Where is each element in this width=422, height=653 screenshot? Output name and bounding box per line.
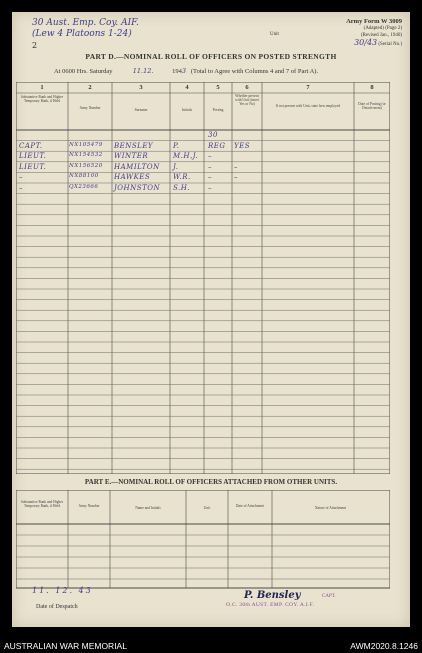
roll-year-hand: 3 <box>181 67 187 75</box>
row-3-present: – <box>234 162 238 171</box>
roll-year-prefix: 194 <box>172 68 182 75</box>
row-1-surname: BENSLEY <box>114 141 154 150</box>
col-head-rank: Substantive Rank and Higher Temporary Rank, if Held <box>20 95 64 104</box>
row-2-number: NX154532 <box>69 152 103 159</box>
e-head-unit: Unit <box>203 506 211 510</box>
row-2-posting: – <box>208 152 212 161</box>
row-1-present: YES <box>234 141 251 150</box>
roll-date: 11.12. <box>132 67 154 75</box>
roll-date-line <box>54 67 318 75</box>
form-revised: (Revised Jan., 1940) <box>360 33 402 38</box>
col-num-6: 6 <box>245 84 249 91</box>
col-num-2: 2 <box>88 84 92 91</box>
col-num-8: 8 <box>370 84 374 91</box>
roll-total-note: (Total to Agree with Columns 4 and 7 of Part A). <box>190 68 319 75</box>
part-e-table <box>16 490 390 598</box>
unit-label: Unit <box>270 32 279 37</box>
form-page-ref: (Page 2) <box>385 26 402 31</box>
row-5-surname: JOHNSTON <box>114 184 161 192</box>
col-num-1: 1 <box>40 84 44 91</box>
col-num-4: 4 <box>185 84 189 91</box>
e-head-date: Date of Attachment <box>235 504 265 508</box>
document-page <box>12 12 410 627</box>
e-head-rank: Substantive Rank and Higher Temporary Rank, if Held <box>20 500 64 509</box>
row-5-posting: – <box>208 184 212 192</box>
unit-stamp: O.C. 30th AUST. EMP. COY. A.I.F. <box>226 602 315 608</box>
unit-mark: 2 <box>32 41 38 50</box>
army-form-block <box>316 18 402 48</box>
col-head-posting: Posting <box>212 108 224 112</box>
row-4-number: NX88100 <box>69 173 99 180</box>
row-2-rank: LIEUT. <box>19 152 47 161</box>
unit-line-1: 30 Aust. Emp. Coy. AIF. <box>32 18 139 28</box>
row-1-initials: P. <box>173 141 180 150</box>
row-4-rank: – <box>19 173 23 182</box>
unit-handwriting <box>32 18 139 51</box>
e-head-name: Name and Initials <box>135 506 161 510</box>
col-num-5: 5 <box>216 84 220 91</box>
row-4-present: – <box>234 173 238 182</box>
row-4-surname: HAWKES <box>114 173 151 182</box>
row-5-initials: S.H. <box>173 184 191 192</box>
serial-label: (Serial No.) <box>378 42 402 47</box>
col-head-army-number: Army Number <box>79 106 101 110</box>
row-2-surname: WINTER <box>114 152 149 161</box>
e-head-nature: Nature of Attachment <box>314 506 347 510</box>
roll-time-prefix: At 0600 Hrs. Saturday <box>54 68 113 75</box>
despatch-label: Date of Despatch <box>36 604 78 610</box>
caption-left: AUSTRALIAN WAR MEMORIAL <box>4 641 127 651</box>
row-5-rank: – <box>19 184 23 192</box>
row-3-posting: – <box>208 162 212 171</box>
unit-line-2: (Lew 4 Platoons 1-24) <box>32 29 132 39</box>
col-head-employed: If not present with Unit, state how employed <box>275 104 341 108</box>
col-head-surname: Surname <box>134 108 148 112</box>
part-d-table <box>16 82 390 474</box>
serial-number: 30/43 <box>354 38 378 47</box>
row-1-number: NX105479 <box>69 141 103 148</box>
row-5-number: QX23666 <box>69 184 99 190</box>
col-num-3: 3 <box>139 84 143 91</box>
caption-bar <box>0 640 422 653</box>
row-4-posting: – <box>208 173 212 182</box>
despatch-date: 11. 12. 43 <box>32 586 93 595</box>
stamp-rank: CAPT. <box>322 594 336 599</box>
e-head-army-number: Army Number <box>78 504 100 508</box>
form-adapted: (Adapted) <box>363 26 384 31</box>
army-form-name: Army Form W 3009 <box>346 18 402 25</box>
col-head-initials: Initials <box>182 108 192 112</box>
officer-signature: P. Bensley <box>244 590 301 601</box>
row-1-rank: CAPT. <box>19 141 43 150</box>
row-3-number: NX156520 <box>69 162 103 169</box>
part-e-title: PART E.—NOMINAL ROLL OF OFFICERS ATTACHED FROM OTHER UNITS. <box>84 478 338 486</box>
row-2-initials: M.H.J. <box>173 152 199 161</box>
col-num-7: 7 <box>306 84 310 91</box>
part-d-title: PART D.—NOMINAL ROLL OF OFFICERS ON POSTED STRENGTH <box>85 52 337 61</box>
col-head-present: Whether present with Unit (insert Yes or No) <box>235 94 259 107</box>
row-0-posting: 30 <box>208 131 218 139</box>
row-3-rank: LIEUT. <box>19 162 47 171</box>
row-4-initials: W.R. <box>173 173 191 182</box>
col-head-date-posting: Date of Posting (or Detach-ment) <box>358 102 386 111</box>
caption-right: AWM2020.8.1246 <box>350 641 418 651</box>
row-3-initials: J. <box>173 162 179 171</box>
row-3-surname: HAMILTON <box>114 162 160 171</box>
row-1-posting: REG <box>208 141 226 150</box>
